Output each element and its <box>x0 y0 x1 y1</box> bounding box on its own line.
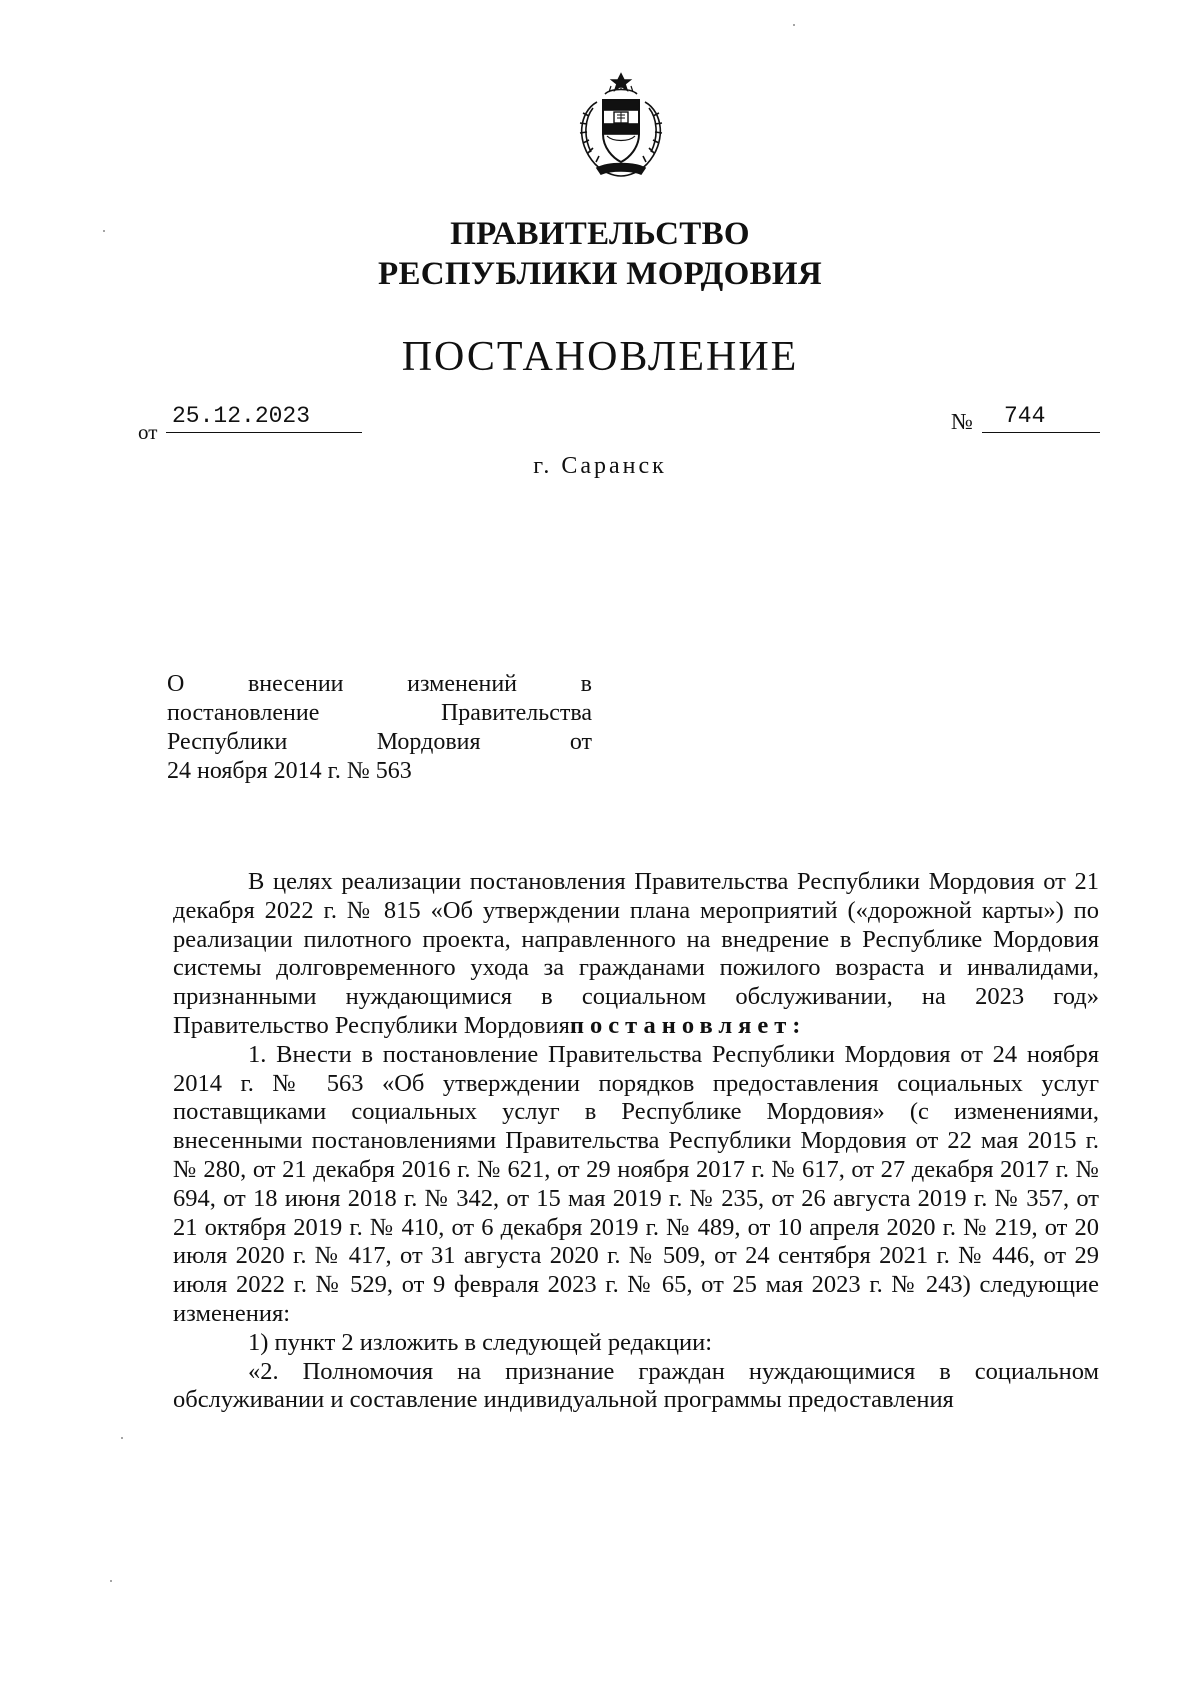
subject-line: Республики Мордовия от <box>167 729 592 755</box>
body-paragraph-subitem-1: 1) пункт 2 изложить в следующей редакции: <box>248 1328 713 1356</box>
scan-speck <box>103 230 105 232</box>
organization-line-2: РЕСПУБЛИКИ МОРДОВИЯ <box>377 256 822 292</box>
subject-line: постановление Правительства <box>167 700 592 726</box>
subject-line: О внесении изменений в <box>167 671 592 697</box>
document-subject <box>167 670 592 786</box>
organization-line-1: ПРАВИТЕЛЬСТВО <box>450 216 750 252</box>
scan-speck <box>110 1580 112 1582</box>
scan-speck <box>121 1437 123 1439</box>
subject-line: 24 ноября 2014 г. № 563 <box>167 758 412 784</box>
document-date: 25.12.2023 <box>166 403 362 433</box>
body-paragraph-preamble <box>173 868 1099 1041</box>
date-label: от <box>138 420 158 444</box>
body-paragraph-quote: «2. Полномочия на признание граждан нуждающимися в социальном обслуживании и составление индивидуальной программы предоставления <box>173 1357 1099 1414</box>
city-line: г. Саранск <box>533 453 667 479</box>
resolution-keyword: постановляет: <box>569 1011 807 1039</box>
coat-of-arms-emblem <box>567 72 675 182</box>
scan-speck <box>793 24 795 26</box>
number-label: № <box>951 409 973 434</box>
preamble-text: В целях реализации постановления Правительства Республики Мордовия от 21 декабря 2022 г. № 815 «Об утверждении плана мероприятий («дорожной карты») по реализации пилотного проекта, направленного на внедрение в Республике Мордовия системы долговременного ухода за гражданами пожилого возраста и инвалидами, признанными нуждающимися в социальном обслуживании, на 2023 год» Правительство Республики Мордовия <box>173 868 1099 1039</box>
body-paragraph-item-1: 1. Внести в постановление Правительства Республики Мордовия от 24 ноября 2014 г. № 563 «Об утверждении порядков предоставления социальных услуг поставщиками социальных услуг в Республике Мордовия» (с изменениями, внесенными постановлениями Правительства Республики Мордовия от 22 мая 2015 г. № 280, от 21 декабря 2016 г. № 621, от 29 ноября 2017 г. № 617, от 27 декабря 2017 г. № 694, от 18 июня 2018 г. № 342, от 15 мая 2019 г. № 235, от 26 августа 2019 г. № 357, от 21 октября 2019 г. № 410, от 6 декабря 2019 г. № 489, от 10 апреля 2020 г. № 219, от 20 июля 2020 г. № 417, от 31 августа 2020 г. № 509, от 24 сентября 2021 г. № 446, от 29 июля 2022 г. № 529, от 9 февраля 2023 г. № 65, от 25 мая 2023 г. № 243) следующие изменения: <box>173 1040 1099 1327</box>
document-body <box>173 868 1099 1415</box>
document-number: 744 <box>982 403 1100 433</box>
document-type-title: ПОСТАНОВЛЕНИЕ <box>401 334 799 380</box>
